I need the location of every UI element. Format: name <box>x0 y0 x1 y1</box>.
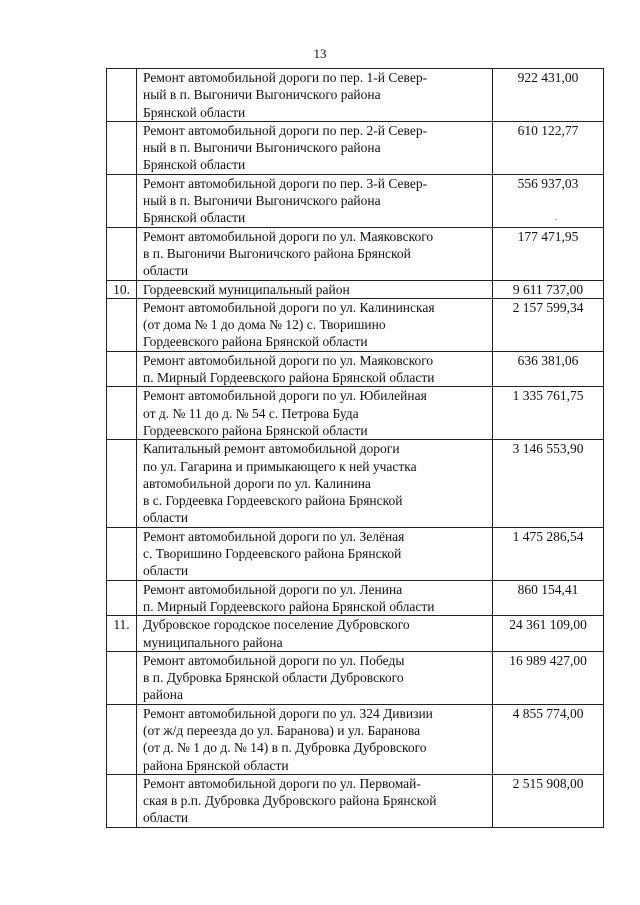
row-description <box>137 174 493 227</box>
row-number <box>107 580 137 616</box>
description-line: области <box>143 510 189 526</box>
table-row <box>107 704 604 774</box>
description-line: Ремонт автомобильной дороги по ул. Ленина <box>143 581 403 597</box>
row-description <box>137 121 493 174</box>
description-line: п. Мирный Гордеевского района Брянской области <box>143 598 435 614</box>
description-line: Ремонт автомобильной дороги по ул. Юбилейная <box>143 388 427 404</box>
table-row <box>107 440 604 527</box>
row-amount: 1 335 761,75 <box>493 387 604 440</box>
budget-table <box>106 68 604 828</box>
description-line: района <box>143 687 183 703</box>
row-description <box>137 227 493 280</box>
description-line: Ремонт автомобильной дороги по ул. Калининская <box>143 299 435 315</box>
row-number: 11. <box>107 616 137 652</box>
description-line: Гордеевского района Брянской области <box>143 334 368 350</box>
row-description <box>137 704 493 774</box>
description-line: области <box>143 263 189 279</box>
description-line: (от ж/д переезда до ул. Баранова) и ул. Баранова <box>143 722 421 738</box>
row-description <box>137 280 493 298</box>
description-line: Капитальный ремонт автомобильной дороги <box>143 441 400 457</box>
description-line: с. Творишино Гордеевского района Брянской <box>143 546 402 562</box>
row-description <box>137 774 493 827</box>
row-description <box>137 580 493 616</box>
row-amount: 24 361 109,00 <box>493 616 604 652</box>
table-row <box>107 651 604 704</box>
description-line: в п. Выгоничи Выгоничского района Брянской <box>143 245 411 261</box>
description-line: в п. Дубровка Брянской области Дубровского <box>143 670 404 686</box>
row-number <box>107 387 137 440</box>
row-description <box>137 651 493 704</box>
description-line: в с. Гордеевка Гордеевского района Брянской <box>143 493 403 509</box>
row-description <box>137 69 493 122</box>
row-amount: 9 611 737,00 <box>493 280 604 298</box>
row-number <box>107 527 137 580</box>
description-line: по ул. Гагарина и примыкающего к ней участка <box>143 458 417 474</box>
description-line: Ремонт автомобильной дороги по ул. Маяковского <box>143 228 434 244</box>
row-amount: 16 989 427,00 <box>493 651 604 704</box>
row-number <box>107 440 137 527</box>
description-line: Ремонт автомобильной дороги по ул. Победы <box>143 652 405 668</box>
description-line: Ремонт автомобильной дороги по пер. 3-й Север- <box>143 175 428 191</box>
description-line: Брянской области <box>143 157 246 173</box>
row-number: 10. <box>107 280 137 298</box>
row-number <box>107 704 137 774</box>
description-line: муниципального района <box>143 634 283 650</box>
row-amount: 556 937,03 <box>493 174 604 227</box>
table-body <box>107 69 604 828</box>
row-number <box>107 69 137 122</box>
table-row <box>107 121 604 174</box>
table-row <box>107 616 604 652</box>
row-amount: 1 475 286,54 <box>493 527 604 580</box>
row-description <box>137 298 493 351</box>
page-number: 13 <box>313 46 327 61</box>
description-line: п. Мирный Гордеевского района Брянской области <box>143 370 435 386</box>
description-line: Гордеевского района Брянской области <box>143 422 368 438</box>
description-line: Ремонт автомобильной дороги по пер. 1-й Север- <box>143 70 428 85</box>
row-description <box>137 351 493 387</box>
row-number <box>107 651 137 704</box>
description-line: ный в п. Выгоничи Выгоничского района <box>143 193 381 209</box>
description-line: Брянской области <box>143 104 246 120</box>
description-line: района Брянской области <box>143 757 289 773</box>
description-line: (от д. № 1 до д. № 14) в п. Дубровка Дубровского <box>143 740 427 756</box>
row-number <box>107 774 137 827</box>
description-line: автомобильной дороги по ул. Калинина <box>143 475 371 491</box>
row-amount: 636 381,06 <box>493 351 604 387</box>
row-number <box>107 121 137 174</box>
row-amount: 3 146 553,90 <box>493 440 604 527</box>
table-row <box>107 527 604 580</box>
description-line: от д. № 11 до д. № 54 с. Петрова Буда <box>143 405 359 421</box>
row-description <box>137 527 493 580</box>
description-line: Гордеевский муниципальный район <box>143 281 350 297</box>
table-row <box>107 280 604 298</box>
description-line: Ремонт автомобильной дороги по пер. 2-й Север- <box>143 122 428 138</box>
row-description <box>137 440 493 527</box>
row-amount: 2 515 908,00 <box>493 774 604 827</box>
description-line: ный в п. Выгоничи Выгоничского района <box>143 140 381 156</box>
table-row <box>107 580 604 616</box>
description-line: Ремонт автомобильной дороги по ул. 324 Дивизии <box>143 705 433 721</box>
table-row <box>107 387 604 440</box>
table-row <box>107 69 604 122</box>
description-line: Ремонт автомобильной дороги по ул. Первомай- <box>143 775 421 791</box>
table-row <box>107 774 604 827</box>
description-line: области <box>143 563 189 579</box>
table-row <box>107 298 604 351</box>
table-row <box>107 227 604 280</box>
row-amount: 922 431,00 <box>493 69 604 122</box>
description-line: ская в р.п. Дубровка Дубровского района Брянской <box>143 793 437 809</box>
scan-artifact-dot: ˇ <box>555 218 558 226</box>
description-line: (от дома № 1 до дома № 12) с. Творишино <box>143 317 386 333</box>
description-line: Ремонт автомобильной дороги по ул. Зелёная <box>143 528 405 544</box>
row-amount: 2 157 599,34 <box>493 298 604 351</box>
description-line: ный в п. Выгоничи Выгоничского района <box>143 87 381 103</box>
description-line: Ремонт автомобильной дороги по ул. Маяковского <box>143 352 434 368</box>
row-number <box>107 298 137 351</box>
row-description <box>137 387 493 440</box>
table-row <box>107 351 604 387</box>
row-amount: 860 154,41 <box>493 580 604 616</box>
row-amount: 177 471,95 <box>493 227 604 280</box>
description-line: области <box>143 810 189 826</box>
row-number <box>107 227 137 280</box>
row-amount: 610 122,77 <box>493 121 604 174</box>
row-number <box>107 351 137 387</box>
row-amount: 4 855 774,00 <box>493 704 604 774</box>
row-description <box>137 616 493 652</box>
row-number <box>107 174 137 227</box>
description-line: Дубровское городское поселение Дубровского <box>143 617 410 633</box>
description-line: Брянской области <box>143 210 246 226</box>
table-row <box>107 174 604 227</box>
